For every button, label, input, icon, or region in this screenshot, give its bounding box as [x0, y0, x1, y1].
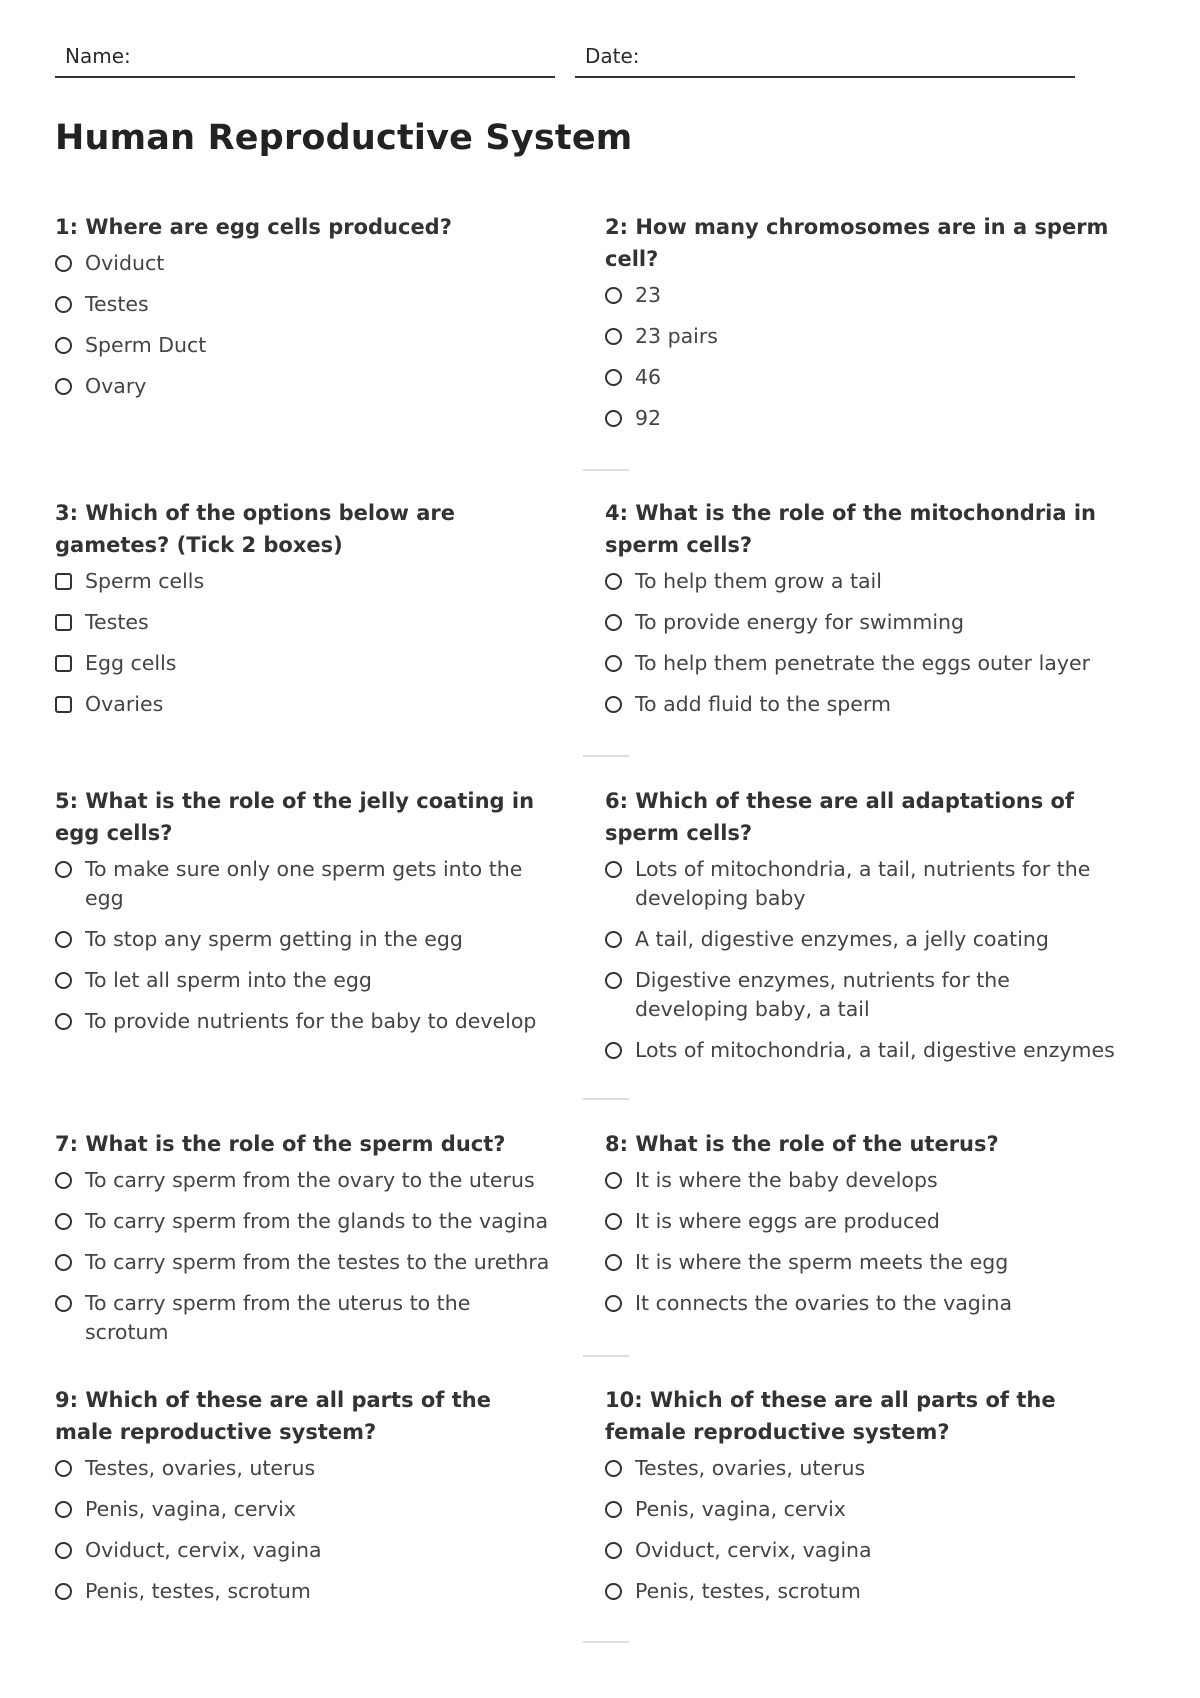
question-text	[55, 497, 555, 561]
radio-icon[interactable]	[605, 696, 622, 713]
question-label: What is the role of the sperm duct?	[85, 1132, 506, 1156]
question-number: 5:	[55, 789, 86, 813]
question-text	[605, 1128, 1125, 1160]
answer-option[interactable]	[55, 290, 555, 319]
option-label: To carry sperm from the uterus to the scrotum	[85, 1291, 471, 1344]
question-label: Which of these are all parts of the female reproductive system?	[605, 1388, 1056, 1444]
radio-icon[interactable]	[55, 1013, 72, 1030]
page-title: Human Reproductive System	[55, 118, 633, 158]
option-label: To provide nutrients for the baby to develop	[85, 1009, 537, 1033]
section-divider	[583, 1098, 629, 1100]
answer-option[interactable]	[55, 649, 555, 678]
answer-option[interactable]	[605, 1207, 1125, 1236]
question-4	[605, 497, 1125, 731]
answer-option[interactable]	[605, 281, 1125, 310]
option-label: Egg cells	[85, 651, 177, 675]
option-label: To let all sperm into the egg	[85, 968, 372, 992]
checkbox-icon[interactable]	[55, 573, 72, 590]
option-label: To provide energy for swimming	[635, 610, 965, 634]
radio-icon[interactable]	[605, 1542, 622, 1559]
answer-option[interactable]	[605, 1495, 1125, 1524]
option-label: Lots of mitochondria, a tail, nutrients for the developing baby	[635, 857, 1091, 910]
radio-icon[interactable]	[605, 573, 622, 590]
option-label: To add fluid to the sperm	[635, 692, 891, 716]
checkbox-icon[interactable]	[55, 696, 72, 713]
answer-option[interactable]	[55, 1536, 555, 1565]
section-divider	[583, 469, 629, 471]
section-divider	[583, 1641, 629, 1643]
option-label: 46	[635, 365, 662, 389]
option-label: To help them grow a tail	[635, 569, 882, 593]
option-label: Oviduct, cervix, vagina	[635, 1538, 872, 1562]
answer-option[interactable]	[605, 1577, 1125, 1606]
answer-option[interactable]	[605, 1036, 1125, 1065]
question-6	[605, 785, 1125, 1077]
answer-option[interactable]	[605, 608, 1125, 637]
option-label: To carry sperm from the testes to the urethra	[85, 1250, 550, 1274]
radio-icon[interactable]	[605, 1583, 622, 1600]
answer-option[interactable]	[605, 855, 1125, 913]
answer-option[interactable]	[55, 1166, 555, 1195]
option-label: Penis, testes, scrotum	[85, 1579, 311, 1603]
question-3	[55, 497, 555, 731]
question-number: 9:	[55, 1388, 86, 1412]
option-label: 23	[635, 283, 662, 307]
answer-option[interactable]	[55, 925, 555, 954]
radio-icon[interactable]	[55, 255, 72, 272]
radio-icon[interactable]	[605, 861, 622, 878]
radio-icon[interactable]	[605, 328, 622, 345]
question-label: What is the role of the mitochondria in sperm cells?	[605, 501, 1097, 557]
radio-icon[interactable]	[605, 1501, 622, 1518]
radio-icon[interactable]	[605, 369, 622, 386]
question-number: 8:	[605, 1132, 636, 1156]
question-number: 2:	[605, 215, 636, 239]
radio-icon[interactable]	[605, 614, 622, 631]
radio-icon[interactable]	[55, 1254, 72, 1271]
answer-option[interactable]	[55, 1495, 555, 1524]
answer-option[interactable]	[605, 1454, 1125, 1483]
answer-option[interactable]	[55, 966, 555, 995]
radio-icon[interactable]	[55, 1501, 72, 1518]
answer-option[interactable]	[55, 372, 555, 401]
question-number: 6:	[605, 789, 636, 813]
radio-icon[interactable]	[55, 1172, 72, 1189]
option-label: Penis, testes, scrotum	[635, 1579, 861, 1603]
option-label: To stop any sperm getting in the egg	[85, 927, 463, 951]
answer-option[interactable]	[605, 363, 1125, 392]
question-label: Which of the options below are gametes? (Tick 2 boxes)	[55, 501, 456, 557]
option-label: Sperm Duct	[85, 333, 207, 357]
answer-option[interactable]	[605, 649, 1125, 678]
answer-option[interactable]	[55, 1248, 555, 1277]
option-label: To make sure only one sperm gets into the egg	[85, 857, 523, 910]
option-label: Ovaries	[85, 692, 164, 716]
answer-option[interactable]	[605, 1536, 1125, 1565]
radio-icon[interactable]	[55, 1460, 72, 1477]
radio-icon[interactable]	[55, 296, 72, 313]
radio-icon[interactable]	[605, 287, 622, 304]
question-label: How many chromosomes are in a sperm cell?	[605, 215, 1109, 271]
answer-option[interactable]	[55, 855, 555, 913]
radio-icon[interactable]	[605, 1295, 622, 1312]
radio-icon[interactable]	[605, 931, 622, 948]
radio-icon[interactable]	[605, 972, 622, 989]
option-label: Sperm cells	[85, 569, 205, 593]
option-label: 23 pairs	[635, 324, 718, 348]
answer-option[interactable]	[605, 1289, 1125, 1318]
option-label: Oviduct, cervix, vagina	[85, 1538, 322, 1562]
checkbox-icon[interactable]	[55, 614, 72, 631]
answer-option[interactable]	[55, 1007, 555, 1036]
name-field[interactable]	[55, 40, 555, 78]
answer-option[interactable]	[55, 608, 555, 637]
radio-icon[interactable]	[55, 337, 72, 354]
radio-icon[interactable]	[605, 1254, 622, 1271]
answer-option[interactable]	[55, 567, 555, 596]
radio-icon[interactable]	[55, 1295, 72, 1312]
answer-option[interactable]	[605, 1248, 1125, 1277]
checkbox-icon[interactable]	[55, 655, 72, 672]
question-7	[55, 1128, 555, 1359]
question-number: 4:	[605, 501, 636, 525]
radio-icon[interactable]	[605, 655, 622, 672]
radio-icon[interactable]	[55, 931, 72, 948]
answer-option[interactable]	[605, 925, 1125, 954]
question-text	[55, 1128, 555, 1160]
radio-icon[interactable]	[55, 1213, 72, 1230]
radio-icon[interactable]	[605, 1042, 622, 1059]
question-number: 1:	[55, 215, 86, 239]
option-label: Testes, ovaries, uterus	[85, 1456, 316, 1480]
answer-option[interactable]	[55, 331, 555, 360]
option-label: To carry sperm from the glands to the vagina	[85, 1209, 549, 1233]
question-text	[605, 785, 1125, 849]
question-text	[55, 1384, 555, 1448]
question-1	[55, 211, 555, 413]
question-label: What is the role of the uterus?	[635, 1132, 999, 1156]
option-label: It connects the ovaries to the vagina	[635, 1291, 1013, 1315]
radio-icon[interactable]	[605, 410, 622, 427]
date-label: Date:	[585, 44, 640, 68]
question-number: 7:	[55, 1132, 86, 1156]
answer-option[interactable]	[605, 567, 1125, 596]
radio-icon[interactable]	[605, 1172, 622, 1189]
question-label: What is the role of the jelly coating in egg cells?	[55, 789, 535, 845]
question-text	[605, 1384, 1125, 1448]
question-text	[55, 785, 555, 849]
radio-icon[interactable]	[55, 861, 72, 878]
question-label: Which of these are all adaptations of sperm cells?	[605, 789, 1075, 845]
question-8	[605, 1128, 1125, 1330]
answer-option[interactable]	[605, 322, 1125, 351]
question-text	[605, 211, 1125, 275]
radio-icon[interactable]	[55, 1542, 72, 1559]
answer-option[interactable]	[55, 1207, 555, 1236]
question-number: 10:	[605, 1388, 650, 1412]
option-label: Testes	[85, 610, 149, 634]
question-label: Where are egg cells produced?	[85, 215, 452, 239]
question-text	[55, 211, 555, 243]
option-label: A tail, digestive enzymes, a jelly coating	[635, 927, 1049, 951]
worksheet-header	[0, 0, 1200, 90]
question-5	[55, 785, 555, 1048]
answer-option[interactable]	[605, 1166, 1125, 1195]
option-label: Lots of mitochondria, a tail, digestive enzymes	[635, 1038, 1115, 1062]
answer-option[interactable]	[55, 1289, 555, 1347]
option-label: It is where the sperm meets the egg	[635, 1250, 1009, 1274]
option-label: Penis, vagina, cervix	[85, 1497, 296, 1521]
option-label: Testes, ovaries, uterus	[635, 1456, 866, 1480]
question-2	[605, 211, 1125, 445]
option-label: Penis, vagina, cervix	[635, 1497, 846, 1521]
option-label: Digestive enzymes, nutrients for the developing baby, a tail	[635, 968, 1010, 1021]
question-9	[55, 1384, 555, 1618]
radio-icon[interactable]	[55, 1583, 72, 1600]
answer-option[interactable]	[55, 690, 555, 719]
radio-icon[interactable]	[55, 972, 72, 989]
option-label: It is where eggs are produced	[635, 1209, 940, 1233]
question-label: Which of these are all parts of the male reproductive system?	[55, 1388, 491, 1444]
answer-option[interactable]	[55, 1577, 555, 1606]
answer-option[interactable]	[55, 1454, 555, 1483]
option-label: Ovary	[85, 374, 147, 398]
date-field[interactable]	[575, 40, 1075, 78]
question-number: 3:	[55, 501, 86, 525]
radio-icon[interactable]	[605, 1460, 622, 1477]
option-label: Testes	[85, 292, 149, 316]
radio-icon[interactable]	[55, 378, 72, 395]
name-label: Name:	[65, 44, 131, 68]
option-label: 92	[635, 406, 662, 430]
section-divider	[583, 755, 629, 757]
question-text	[605, 497, 1125, 561]
option-label: To help them penetrate the eggs outer layer	[635, 651, 1091, 675]
radio-icon[interactable]	[605, 1213, 622, 1230]
option-label: Oviduct	[85, 251, 165, 275]
answer-option[interactable]	[605, 404, 1125, 433]
answer-option[interactable]	[605, 690, 1125, 719]
answer-option[interactable]	[55, 249, 555, 278]
option-label: To carry sperm from the ovary to the uterus	[85, 1168, 535, 1192]
question-10	[605, 1384, 1125, 1618]
option-label: It is where the baby develops	[635, 1168, 938, 1192]
section-divider	[583, 1355, 629, 1357]
answer-option[interactable]	[605, 966, 1125, 1024]
